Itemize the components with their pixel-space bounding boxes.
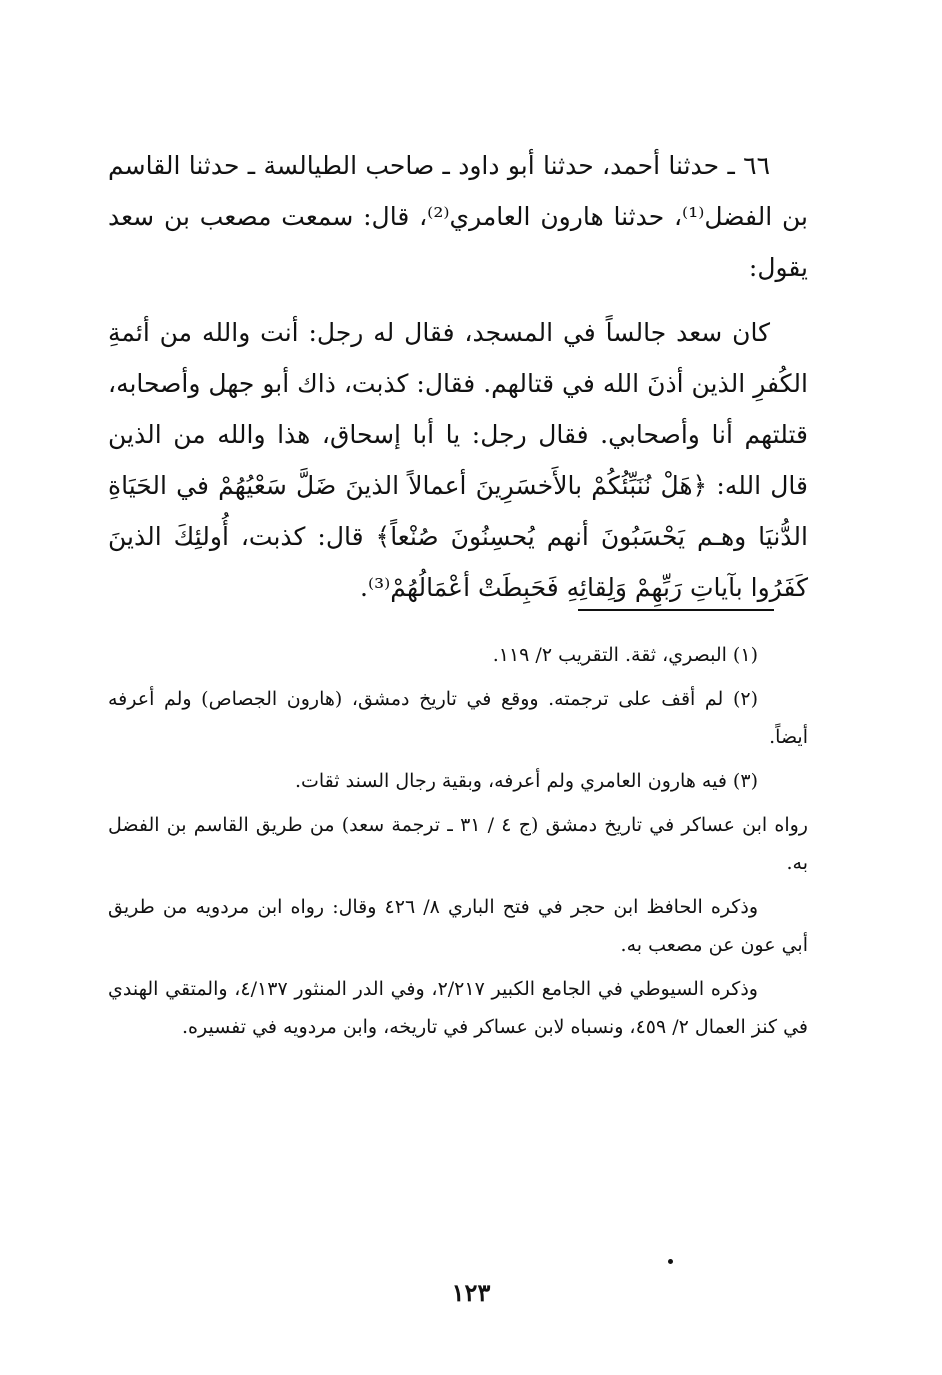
footnote-divider <box>578 609 774 611</box>
hadith-isnad-paragraph: ٦٦ ـ حدثنا أحمد، حدثنا أبو داود ـ صاحب الطيالسة ـ حدثنا القاسم بن الفضل⁽¹⁾، حدثنا هارون العامري⁽²⁾، قال: سمعت مصعب بن سعد يقول: <box>108 151 809 282</box>
footnote-3-source-2: وذكره الحافظ ابن حجر في فتح الباري ٨/ ٤٢٦ وقال: رواه ابن مردويه من طريق أبي عون عن مصعب به. <box>108 896 808 956</box>
footnote-2: (٢) لم أقف على ترجمته. ووقع في تاريخ دمشق، (هارون الجصاص) ولم أعرفه أيضاً. <box>108 688 808 748</box>
footnote-3-source-3: وذكره السيوطي في الجامع الكبير ٢/٢١٧، وفي الدر المنثور ٤/١٣٧، والمتقي الهندي في كنز العمال ٢/ ٤٥٩، ونسباه لابن عساكر في تاريخه، وابن مردويه في تفسيره. <box>108 978 808 1038</box>
footnote-1: (١) البصري، ثقة. التقريب ٢/ ١١٩. <box>492 644 758 666</box>
hadith-text <box>108 140 808 627</box>
stray-dot-mark <box>668 1259 673 1264</box>
hadith-matn-paragraph: كان سعد جالساً في المسجد، فقال له رجل: أنت والله من أئمةِ الكُفرِ الذين أذنَ الله في قتالهم. فقال: كذبت، ذاك أبو جهل وأصحابه، قتلتهم أنا وأصحابي. فقال رجل: يا أبا إسحاق، هذا والله من الذين قال الله: ﴿هَلْ نُنَبِّئُكُمْ بالأَخسَرِينَ أعمالاً الذينَ ضَلَّ سَعْيُهُمْ في الحَيَاةِ الدُّنيَا وهـم يَحْسَبُونَ أنهم يُحسِنُونَ صُنْعاً﴾ قال: كذبت، أُولئِكَ الذينَ كَفَرُوا بآياتِ رَبِّهِمْ وَلِقائِهِ فَحَبِطَتْ أعْمَالُهُمْ⁽³⁾. <box>108 318 808 602</box>
footnote-3-source-1: رواه ابن عساكر في تاريخ دمشق (ج ٤ / ٣١ ـ ترجمة سعد) من طريق القاسم بن الفضل به. <box>108 814 808 874</box>
page-number: ١٢٣ <box>451 1278 491 1307</box>
footnotes-section <box>108 636 808 1052</box>
footnote-3: (٣) فيه هارون العامري ولم أعرفه، وبقية رجال السند ثقات. <box>294 770 758 792</box>
